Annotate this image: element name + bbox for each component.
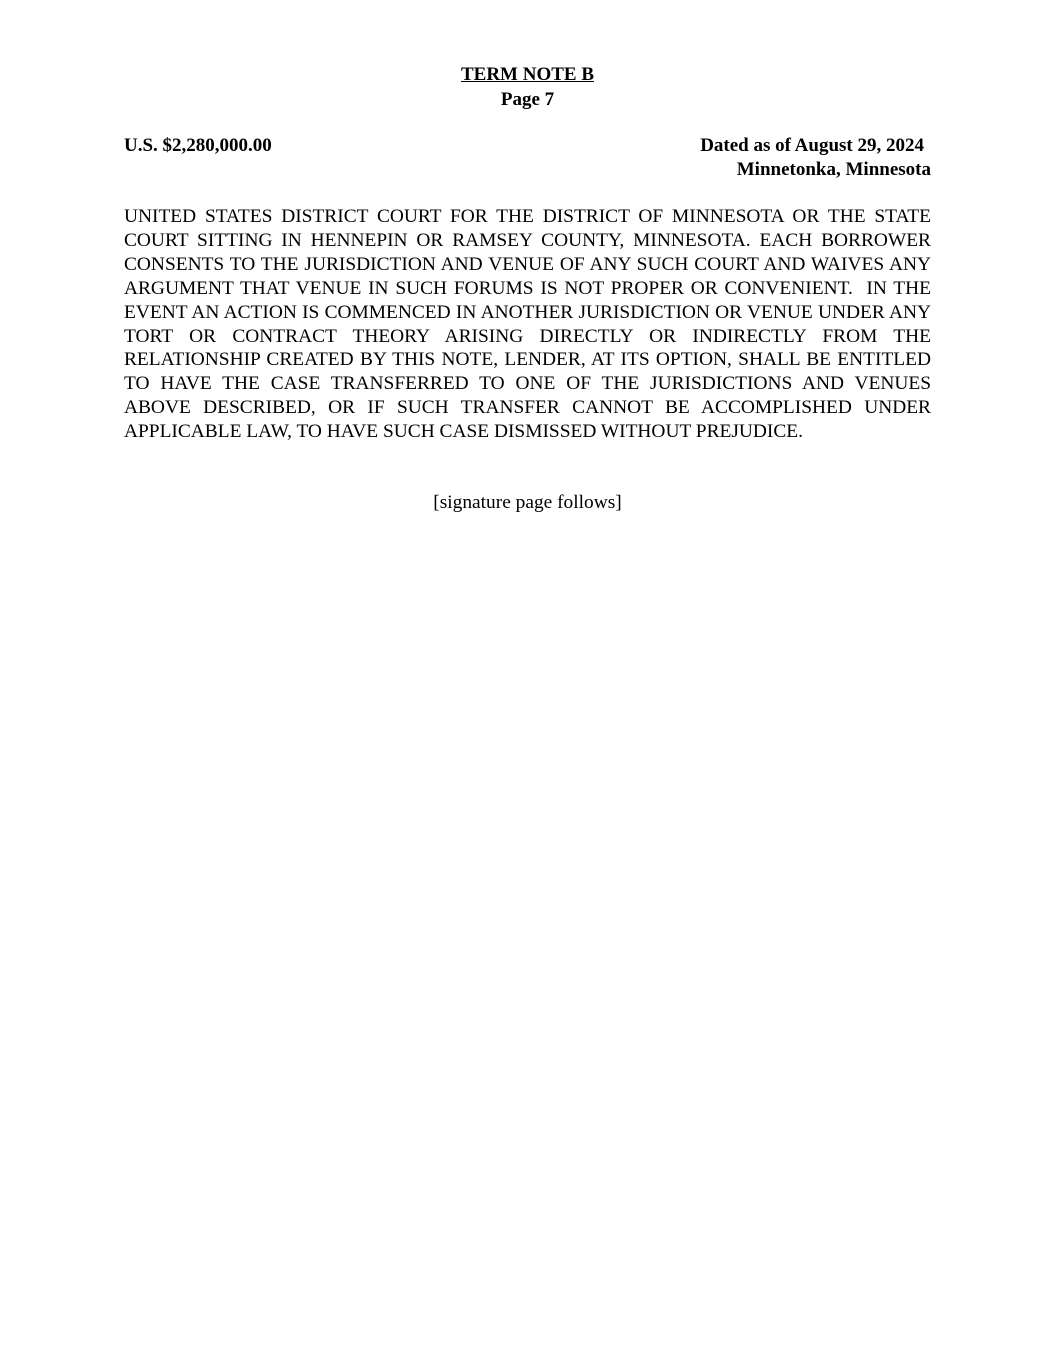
note-amount: U.S. $2,280,000.00 [124, 135, 272, 156]
note-date: Dated as of August 29, 2024 [700, 135, 924, 156]
signature-page-note: [signature page follows] [433, 492, 622, 513]
document-title: TERM NOTE B [460, 64, 595, 85]
jurisdiction-paragraph: UNITED STATES DISTRICT COURT FOR THE DISTRICT OF MINNESOTA OR THE STATE COURT SITTING IN HENNEPIN OR RAMSEY COUNTY, MINNESOTA. EACH BORROWER CONSENTS TO THE JURISDICTION AND VENUE OF ANY SUCH COURT AND WAIVES ANY ARGUMENT THAT VENUE IN SUCH FORUMS IS NOT PROPER OR CONVENIENT. IN THE EVENT AN ACTION IS COMMENCED IN ANOTHER JURISDICTION OR VENUE UNDER ANY TORT OR CONTRACT THEORY ARISING DIRECTLY OR INDIRECTLY FROM THE RELATIONSHIP CREATED BY THIS NOTE, LENDER, AT ITS OPTION, SHALL BE ENTITLED TO HAVE THE CASE TRANSFERRED TO ONE OF THE JURISDICTIONS AND VENUES ABOVE DESCRIBED, OR IF SUCH TRANSFER CANNOT BE ACCOMPLISHED UNDER APPLICABLE LAW, TO HAVE SUCH CASE DISMISSED WITHOUT PREJUDICE. [124, 206, 936, 443]
note-location: Minnetonka, Minnesota [736, 159, 931, 180]
page-number: Page 7 [500, 89, 555, 110]
